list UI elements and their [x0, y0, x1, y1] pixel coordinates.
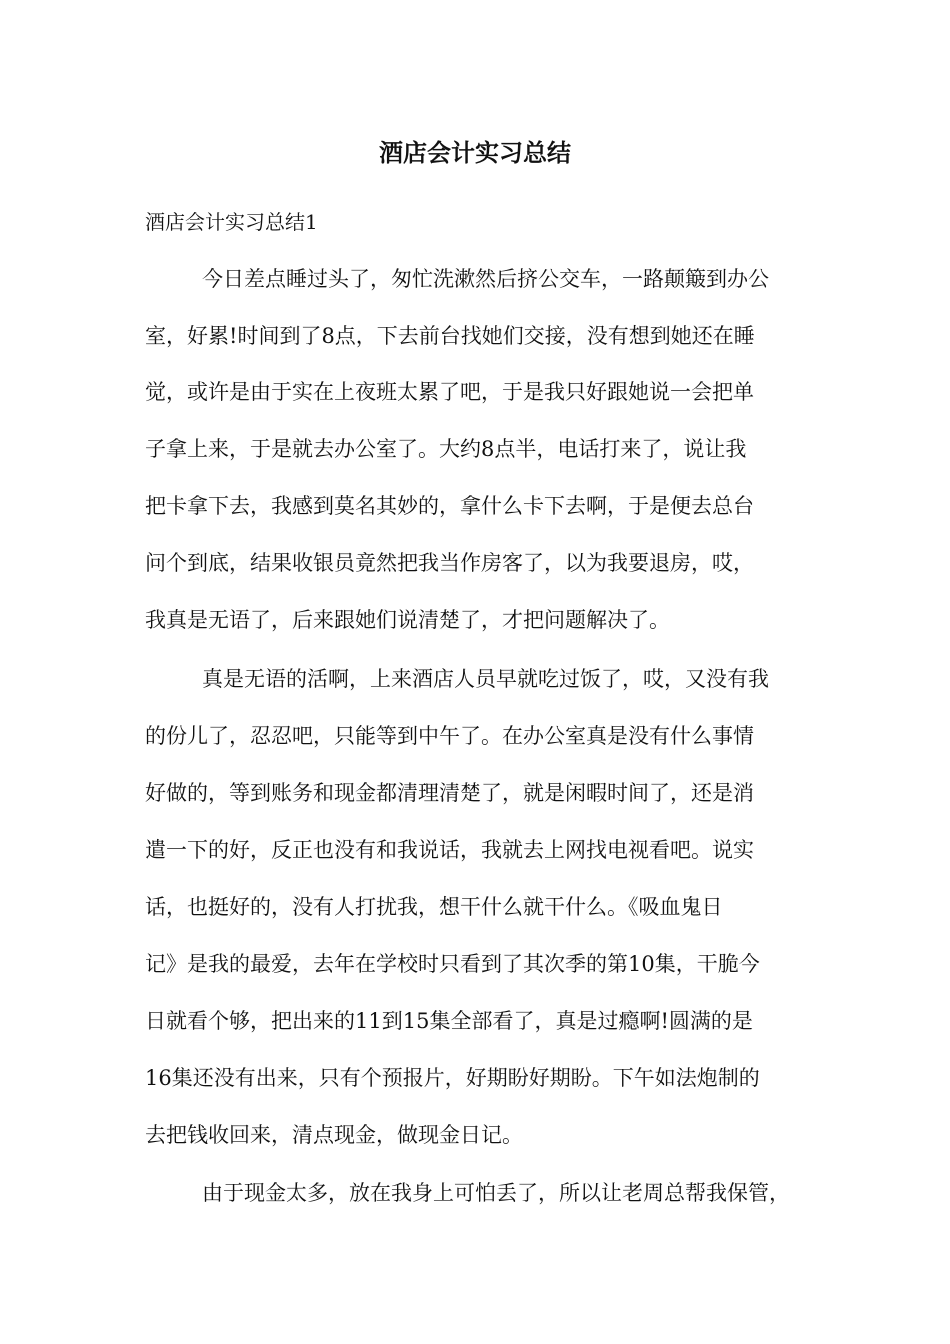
paragraph-line: 真是无语的活啊，上来酒店人员早就吃过饭了，哎，又没有我: [202, 667, 769, 691]
paragraph-line: 的份儿了，忍忍吧，只能等到中午了。在办公室真是没有什么事情: [145, 724, 754, 748]
section-heading: 酒店会计实习总结1: [145, 210, 318, 234]
paragraph-line: 子拿上来，于是就去办公室了。大约8点半，电话打来了，说让我: [145, 437, 747, 461]
paragraph-line: 记》是我的最爱，去年在学校时只看到了其次季的第10集，干脆今: [145, 952, 760, 976]
paragraph-line: 日就看个够，把出来的11到15集全部看了，真是过瘾啊!圆满的是: [145, 1009, 753, 1033]
paragraph-line: 室，好累!时间到了8点，下去前台找她们交接，没有想到她还在睡: [145, 324, 755, 348]
paragraph-line: 16集还没有出来，只有个预报片，好期盼好期盼。下午如法炮制的: [145, 1066, 760, 1090]
paragraph-line: 好做的，等到账务和现金都清理清楚了，就是闲暇时间了，还是消: [145, 781, 754, 805]
paragraph-line: 我真是无语了，后来跟她们说清楚了，才把问题解决了。: [145, 608, 670, 632]
paragraph-line: 把卡拿下去，我感到莫名其妙的，拿什么卡下去啊，于是便去总台: [145, 494, 754, 518]
paragraph-line: 今日差点睡过头了，匆忙洗漱然后挤公交车，一路颠簸到办公: [202, 267, 769, 291]
paragraph-line: 遣一下的好，反正也没有和我说话，我就去上网找电视看吧。说实: [145, 838, 754, 862]
paragraph-line: 由于现金太多，放在我身上可怕丢了，所以让老周总帮我保管，: [202, 1181, 790, 1205]
paragraph-line: 觉，或许是由于实在上夜班太累了吧，于是我只好跟她说一会把单: [145, 380, 754, 404]
paragraph-line: 问个到底，结果收银员竟然把我当作房客了，以为我要退房，哎，: [145, 551, 754, 575]
paragraph-line: 话，也挺好的，没有人打扰我，想干什么就干什么。《吸血鬼日: [145, 895, 723, 919]
paragraph-line: 去把钱收回来，清点现金，做现金日记。: [145, 1123, 523, 1147]
page-title: 酒店会计实习总结: [379, 138, 571, 167]
